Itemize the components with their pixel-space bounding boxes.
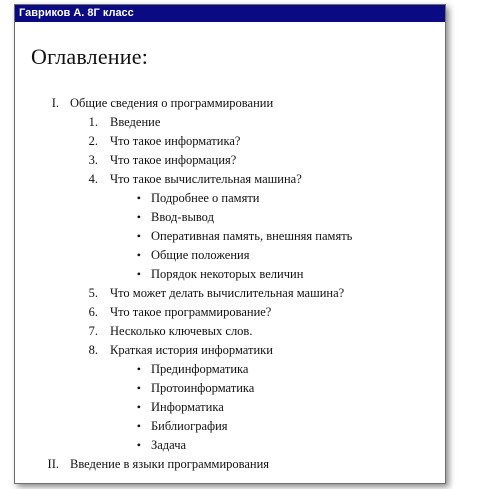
toc-subitem[interactable] <box>15 436 445 455</box>
subitem-title: Информатика <box>151 400 224 414</box>
item-number: 8. <box>88 343 98 357</box>
item-number: 4. <box>88 172 98 186</box>
item-title: Что такое вычислительная машина? <box>110 172 302 186</box>
subitem-title: Порядок некоторых величин <box>151 267 304 281</box>
item-number: 2. <box>88 134 98 148</box>
bullet-icon: • <box>136 267 141 281</box>
subitem-title: Протоинформатика <box>151 381 255 395</box>
section-title: Введение в языки программирования <box>70 457 270 471</box>
bullet-icon: • <box>136 381 141 395</box>
bullet-icon: • <box>136 438 141 452</box>
toc-item[interactable] <box>15 322 445 341</box>
subitem-title: Общие положения <box>151 248 250 262</box>
bullet-icon: • <box>136 229 141 243</box>
toc-subitem[interactable] <box>15 265 445 284</box>
section-number: II. <box>47 457 59 471</box>
toc-subitem[interactable] <box>15 189 445 208</box>
document-window <box>14 4 446 484</box>
bullet-icon: • <box>136 419 141 433</box>
toc-section-1[interactable] <box>15 94 445 113</box>
toc-subitem[interactable] <box>15 208 445 227</box>
toc-subitem[interactable] <box>15 246 445 265</box>
toc-subitem[interactable] <box>15 379 445 398</box>
subitem-title: Прединформатика <box>151 362 249 376</box>
item-title: Введение <box>110 115 161 129</box>
toc-item[interactable] <box>15 303 445 322</box>
toc-item[interactable] <box>15 113 445 132</box>
toc-subitem[interactable] <box>15 227 445 246</box>
toc-section-2[interactable] <box>15 455 445 474</box>
item-title: Что такое информация? <box>110 153 237 167</box>
toc-item[interactable] <box>15 170 445 189</box>
toc-subitem[interactable] <box>15 360 445 379</box>
subitem-title: Задача <box>151 438 187 452</box>
toc-item[interactable] <box>15 132 445 151</box>
toc-item[interactable] <box>15 151 445 170</box>
item-title: Что может делать вычислительная машина? <box>110 286 345 300</box>
bullet-icon: • <box>136 248 141 262</box>
subitem-title: Библиография <box>151 419 228 433</box>
bullet-icon: • <box>136 362 141 376</box>
item-number: 1. <box>88 115 98 129</box>
item-number: 3. <box>88 153 98 167</box>
item-title: Что такое программирование? <box>110 305 272 319</box>
item-title: Несколько ключевых слов. <box>110 324 253 338</box>
toc-subitem[interactable] <box>15 417 445 436</box>
bullet-icon: • <box>136 210 141 224</box>
item-number: 7. <box>88 324 98 338</box>
toc-item[interactable] <box>15 341 445 360</box>
section-title: Общие сведения о программировании <box>70 96 274 110</box>
subitem-title: Ввод-вывод <box>151 210 214 224</box>
toc-item[interactable] <box>15 284 445 303</box>
subitem-title: Подробнее о памяти <box>151 191 260 205</box>
document-content <box>15 22 445 483</box>
window-title-bar: Гавриков А. 8Г класс <box>15 5 445 22</box>
toc-heading: Оглавление: <box>31 44 149 69</box>
subitem-title: Оперативная память, внешняя память <box>151 229 353 243</box>
item-title: Краткая история информатики <box>110 343 273 357</box>
section-number: I. <box>51 96 59 110</box>
table-of-contents <box>15 94 445 474</box>
bullet-icon: • <box>136 191 141 205</box>
item-number: 5. <box>88 286 98 300</box>
bullet-icon: • <box>136 400 141 414</box>
item-number: 6. <box>88 305 98 319</box>
item-title: Что такое информатика? <box>110 134 241 148</box>
toc-subitem[interactable] <box>15 398 445 417</box>
